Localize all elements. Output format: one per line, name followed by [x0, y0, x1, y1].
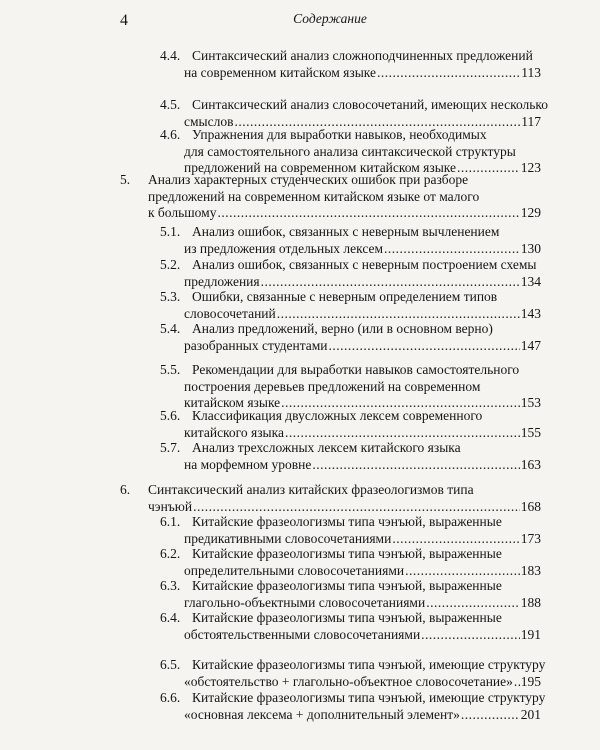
toc-entry-title-line: определительными словосочетаниями [184, 562, 405, 578]
toc-entry-title-line: обстоятельственными словосочетаниями [184, 626, 421, 642]
toc-entry-title-line: разобранных студентами [184, 337, 328, 353]
toc-entry-number: 6.4. [160, 610, 181, 625]
running-title: Содержание [293, 11, 367, 26]
dot-leader [277, 306, 520, 323]
toc-entry-title-line: «обстоятельство + глагольно-объектное словосочетание» [184, 673, 513, 689]
toc-entry-title-line: предложений на современном китайском языке [184, 160, 457, 175]
dot-leader [461, 707, 520, 724]
toc-entry[interactable] [160, 127, 541, 177]
toc-page-number: 117 [521, 113, 541, 129]
toc-entry-title-line: на современном китайском языке [184, 64, 377, 80]
toc-entry-title-line: Синтаксический анализ сложноподчиненных предложений [192, 48, 533, 63]
toc-entry[interactable] [160, 440, 541, 473]
toc-entry-title-line: Анализ ошибок, связанных с неверным построением схемы [192, 257, 537, 272]
dot-leader [405, 563, 520, 580]
toc-entry[interactable] [160, 289, 541, 322]
toc-entry-title-line: Китайские фразеологизмы типа чэнъюй, выраженные [192, 546, 502, 561]
toc-page-number: 134 [520, 273, 541, 289]
toc-entry[interactable] [160, 514, 541, 547]
toc-entry-title-line: на морфемном уровне [184, 456, 312, 472]
toc-entry[interactable] [160, 48, 541, 81]
toc-entry-number: 5.5. [160, 362, 181, 377]
dot-leader [514, 674, 520, 691]
toc-entry-title-line: построения деревьев предложений на современном [184, 378, 481, 394]
toc-entry-number: 5.3. [160, 289, 181, 304]
toc-page-number: 129 [520, 205, 541, 220]
toc-entry-title-line: из предложения отдельных лексем [184, 240, 384, 256]
dot-leader [217, 205, 519, 222]
toc-entry[interactable] [120, 172, 541, 222]
toc-entry[interactable] [160, 321, 541, 354]
toc-entry-title-line: Анализ трехсложных лексем китайского языка [192, 440, 461, 455]
toc-entry-title-line: Синтаксический анализ китайских фразеологизмов типа [148, 482, 474, 497]
toc-entry-number: 6.5. [160, 657, 181, 672]
toc-entry-number: 6.6. [160, 690, 181, 705]
dot-leader [193, 499, 520, 516]
dot-leader [261, 274, 520, 291]
dot-leader [377, 65, 520, 82]
toc-entry-number: 6.1. [160, 514, 181, 529]
toc-entry-number: 4.6. [160, 127, 181, 142]
toc-entry-number: 6. [120, 482, 131, 497]
toc-page-number: 188 [520, 594, 541, 610]
page-number: 4 [120, 12, 128, 29]
dot-leader [421, 627, 520, 644]
toc-entry-title-line: Анализ предложений, верно (или в основном верно) [192, 321, 493, 336]
dot-leader [329, 338, 520, 355]
toc-entry-number: 4.4. [160, 48, 181, 63]
dot-leader [312, 457, 519, 474]
toc-entry-number: 6.3. [160, 578, 181, 593]
dot-leader [426, 595, 520, 612]
dot-leader [285, 425, 520, 442]
toc-entry[interactable] [160, 657, 546, 690]
toc-entry[interactable] [160, 546, 541, 579]
toc-entry-title-line: Китайские фразеологизмы типа чэнъюй, выраженные [192, 514, 502, 529]
toc-page-number: 183 [520, 562, 541, 578]
toc-entry-title-line: Ошибки, связанные с неверным определением типов [192, 289, 498, 304]
toc-entry[interactable] [160, 690, 546, 723]
toc-entry-title-line: Анализ характерных студенческих ошибок при разборе [148, 172, 469, 187]
toc-page-number: 147 [520, 337, 541, 353]
toc-entry-title-line: к большому [148, 205, 217, 220]
toc-entry[interactable] [160, 224, 541, 257]
toc-entry[interactable] [160, 408, 541, 441]
toc-page-number: 153 [520, 395, 541, 410]
toc-entry-title-line: Китайские фразеологизмы типа чэнъюй, имеющие структуру [192, 657, 546, 672]
toc-entry-title-line: словосочетаний [184, 305, 276, 321]
toc-entry-number: 4.5. [160, 97, 181, 112]
toc-entry[interactable] [160, 97, 549, 130]
toc-page-number: 143 [520, 305, 541, 321]
toc-entry-number: 5.6. [160, 408, 181, 423]
toc-entry-title-line: Классификация двусложных лексем современного [192, 408, 483, 423]
dot-leader [384, 241, 520, 258]
toc-entry-title-line: для самостоятельного анализа синтаксической структуры [184, 143, 516, 159]
toc-entry[interactable] [160, 578, 541, 611]
toc-entry-title-line: предикативными словосочетаниями [184, 530, 392, 546]
toc-entry-title-line: Синтаксический анализ словосочетаний, имеющих несколько [192, 97, 549, 112]
toc-entry-title-line: Рекомендации для выработки навыков самостоятельного [192, 362, 520, 377]
toc-entry-number: 5.7. [160, 440, 181, 455]
toc-entry-title-line: «основная лексема + дополнительный элемент» [184, 706, 460, 722]
toc-entry-title-line: Китайские фразеологизмы типа чэнъюй, имеющие структуру [192, 690, 546, 705]
toc-entry-title-line: Анализ ошибок, связанных с неверным вычленением [192, 224, 500, 239]
toc-entry-title-line: смыслов [184, 113, 234, 129]
toc-page-number: 163 [520, 456, 541, 472]
toc-page-number: 168 [520, 498, 541, 514]
toc-entry-title-line: глагольно-объектными словосочетаниями [184, 594, 426, 610]
toc-page-number: 113 [521, 64, 541, 80]
toc-entry-title-line: китайском языке [184, 395, 281, 410]
toc-entry-title-line: Упражнения для выработки навыков, необходимых [192, 127, 487, 142]
toc-page-number: 195 [520, 673, 541, 689]
toc-page-number: 123 [520, 160, 541, 175]
toc-entry-number: 6.2. [160, 546, 181, 561]
toc-page-number: 173 [520, 530, 541, 546]
toc-entry-title-line: Китайские фразеологизмы типа чэнъюй, выраженные [192, 578, 502, 593]
toc-entry-title-line: Китайские фразеологизмы типа чэнъюй, выраженные [192, 610, 502, 625]
toc-entry-title-line: предложений на современном китайском языке от малого [148, 188, 480, 204]
toc-entry-number: 5.2. [160, 257, 181, 272]
toc-entry[interactable] [160, 257, 541, 290]
toc-entry-number: 5. [120, 172, 131, 187]
toc-entry-number: 5.4. [160, 321, 181, 336]
toc-page-number: 201 [520, 706, 541, 722]
toc-entry[interactable] [160, 362, 541, 412]
toc-entry[interactable] [120, 482, 541, 515]
dot-leader [392, 531, 519, 548]
toc-entry-title-line: предложения [184, 273, 260, 289]
toc-entry-title-line: китайского языка [184, 424, 284, 440]
toc-page-number: 155 [520, 424, 541, 440]
toc-entry[interactable] [160, 610, 541, 643]
toc-page-number: 191 [520, 626, 541, 642]
toc-entry-number: 5.1. [160, 224, 181, 239]
toc-entry-title-line: чэнъюй [148, 498, 193, 514]
toc-page-number: 130 [520, 240, 541, 256]
